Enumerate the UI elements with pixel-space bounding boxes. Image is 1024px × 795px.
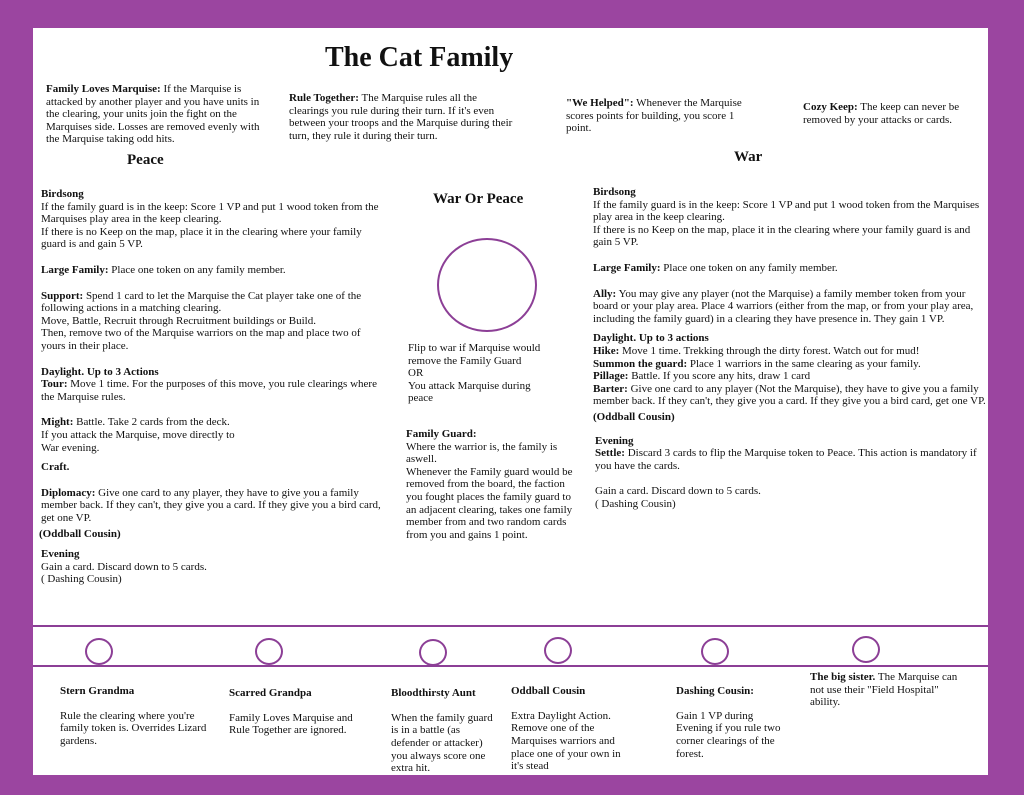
war-large-family-label: Large Family: (593, 261, 661, 274)
peace-evening-text: Gain a card. Discard down to 5 cards. ( Dashing Cousin) (41, 560, 207, 586)
peace-birdsong-title: Birdsong (41, 188, 84, 200)
war-large-family-text: Place one token on any family member. (660, 261, 838, 274)
peace-support-text: Spend 1 card to let the Marquise the Cat player take one of the following actions in a matching clearing. Move, Battle, Recruit through Recruitment buildings or Build. Then, remove two of the Marquise warriors on the map and place two of yours in their place. (41, 289, 362, 352)
peace-column (41, 188, 381, 586)
rule-text: The Marquise rules all the clearings you rule during their turn. If it's even between your troops and the Marquise during their turn, they rule it during their turn. (289, 92, 513, 142)
peace-large-family (41, 264, 381, 277)
war-summon-text: Place 1 warriors in the same clearing as your family. (687, 357, 921, 370)
peace-evening-title: Evening (41, 548, 80, 561)
family-card-name: Bloodthirsty Aunt (391, 686, 476, 699)
peace-tour-label: Tour: (41, 378, 68, 391)
war-hike-text: Move 1 time. Trekking through the dirty forest. Watch out for mud! (619, 344, 920, 357)
peace-large-family-label: Large Family: (41, 263, 109, 276)
peace-oddball: (Oddball Cousin) (39, 528, 121, 541)
family-token-circle-dashing (701, 638, 729, 665)
family-guard-title: Family Guard: (406, 428, 477, 440)
family-card-scarred-grandpa (229, 674, 379, 750)
war-barter (593, 383, 986, 408)
peace-large-family-text: Place one token on any family member. (108, 263, 286, 276)
rules-sheet (33, 28, 988, 775)
war-ally-label: Ally: (593, 287, 617, 300)
rule-we-helped (566, 97, 761, 135)
family-card-big-sister (810, 671, 965, 709)
rule-rule-together (289, 92, 519, 142)
peace-tour (41, 378, 381, 403)
family-token-circle-oddball (544, 637, 572, 664)
family-card-text: Rule the clearing where you're family token is. Overrides Lizard gardens. (60, 709, 207, 747)
family-guard-block (406, 428, 576, 541)
rule-text: The keep can never be removed by your attacks or cards. (803, 101, 960, 126)
family-token-circle-sister (852, 636, 880, 663)
family-card-bloodthirsty-aunt (391, 674, 501, 775)
war-peace-token-circle (437, 238, 537, 332)
war-ally (593, 288, 986, 326)
war-pillage (593, 370, 986, 383)
war-birdsong-title: Birdsong (593, 186, 636, 198)
war-pillage-label: Pillage: (593, 370, 629, 383)
peace-craft: Craft. (41, 461, 70, 474)
flip-instructions: Flip to war if Marquise would remove the Family Guard OR You attack Marquise during peace (408, 342, 541, 405)
war-summon (593, 358, 986, 371)
peace-birdsong-text: If the family guard is in the keep: Score 1 VP and put 1 wood token from the Marquises play area in the keep clearing. If there is no Keep on the map, place it in the clearing where your family guard is and gain 5 VP. (41, 200, 379, 251)
rule-label: Cozy Keep: (803, 101, 858, 113)
war-barter-label: Barter: (593, 382, 628, 395)
rule-cozy-keep (803, 101, 978, 126)
family-card-dashing-cousin (676, 672, 784, 773)
peace-support (41, 290, 381, 353)
war-oddball: (Oddball Cousin) (593, 410, 675, 423)
war-heading: War (734, 149, 763, 165)
war-settle-label: Settle: (595, 447, 625, 460)
war-settle (595, 447, 986, 472)
strip-top-line (33, 625, 988, 627)
peace-might (41, 416, 381, 454)
rule-label: Rule Together: (289, 92, 359, 104)
family-card-stern-grandma (60, 672, 220, 760)
peace-diplomacy (41, 487, 381, 525)
family-card-name: Scarred Grandpa (229, 686, 312, 699)
family-token-circle-grandpa (255, 638, 283, 665)
war-hike (593, 345, 986, 358)
peace-heading: Peace (127, 152, 164, 168)
war-column (593, 186, 986, 510)
peace-diplomacy-label: Diplomacy: (41, 486, 96, 499)
war-ally-text: You may give any player (not the Marquise) a family member token from your board or your play area. Place 4 warriors (either from the map, or from your play area, including the family guard) in a clearing they have presence in. They gain 1 VP. (593, 287, 974, 325)
rule-text: Whenever the Marquise scores points for building, you score 1 point. (566, 97, 742, 135)
family-guard-text: Where the warrior is, the family is aswell. Whenever the Family guard would be removed from the board, the faction you fought places the family guard to an adjacent clearing, takes one family member from and two random cards from you and gains 1 point. (406, 440, 573, 541)
war-evening-text: Gain a card. Discard down to 5 cards. ( Dashing Cousin) (595, 485, 761, 510)
family-token-circle-aunt (419, 639, 447, 666)
peace-support-label: Support: (41, 289, 84, 302)
family-card-name: Oddball Cousin (511, 684, 586, 697)
peace-diplomacy-text: Give one card to any player, they have to give you a family member back. If they can't, they give you a card. If they give you a bird card, get one VP. (41, 486, 381, 524)
family-card-text: Gain 1 VP during Evening if you rule two corner clearings of the forest. (676, 709, 781, 760)
family-card-text: The Marquise can not use their "Field Hospital" ability. (810, 671, 958, 709)
war-or-peace-heading: War Or Peace (433, 191, 524, 207)
family-token-circle-grandma (85, 638, 113, 665)
peace-daylight-title: Daylight. Up to 3 Actions (41, 365, 159, 378)
family-card-name: The big sister. (810, 671, 876, 683)
peace-might-text: Battle. Take 2 cards from the deck. If you attack the Marquise, move directly to War evening. (41, 416, 235, 454)
war-daylight-title: Daylight. Up to 3 actions (593, 332, 709, 345)
war-evening-title: Evening (595, 434, 634, 447)
rule-family-loves-marquise (46, 83, 261, 146)
strip-bottom-line (33, 665, 988, 667)
family-card-oddball-cousin (511, 672, 629, 775)
family-card-text: Family Loves Marquise and Rule Together are ignored. (229, 711, 353, 737)
war-hike-label: Hike: (593, 344, 620, 357)
war-settle-text: Discard 3 cards to flip the Marquise token to Peace. This action is mandatory if you have the cards. (595, 447, 977, 472)
rule-label: Family Loves Marquise: (46, 83, 161, 95)
family-card-text: When the family guard is in a battle (as defender or attacker) you always score one extra hit. (391, 711, 493, 775)
rule-text: If the Marquise is attacked by another player and you have units in the clearing, your units join the fight on the Marquises side. Losses are removed evenly with the Marquise taking odd hits. (46, 83, 260, 146)
war-barter-text: Give one card to any player (Not the Marquise), they have to give you a family member back. If they can't, they give you a card. If they give you a bird card, get one VP. (593, 382, 986, 408)
family-card-name: Dashing Cousin: (676, 684, 754, 697)
family-card-text: Extra Daylight Action. Remove one of the Marquises warriors and place one of your own in it's stead (511, 709, 621, 773)
family-card-name: Stern Grandma (60, 684, 135, 697)
rule-label: "We Helped": (566, 97, 634, 109)
war-summon-label: Summon the guard: (593, 357, 688, 370)
peace-might-label: Might: (41, 416, 74, 429)
war-pillage-text: Battle. If you score any hits, draw 1 card (628, 370, 811, 383)
war-birdsong-text: If the family guard is in the keep: Score 1 VP and put 1 wood token from the Marquises play area in the keep clearing. If there is no Keep on the map, place it in the clearing where your family guard is and gain 5 VP. (593, 198, 980, 249)
peace-tour-text: Move 1 time. For the purposes of this move, you rule clearings where the Marquise rules. (41, 378, 377, 403)
page-title: The Cat Family (325, 42, 514, 73)
war-large-family (593, 262, 986, 275)
